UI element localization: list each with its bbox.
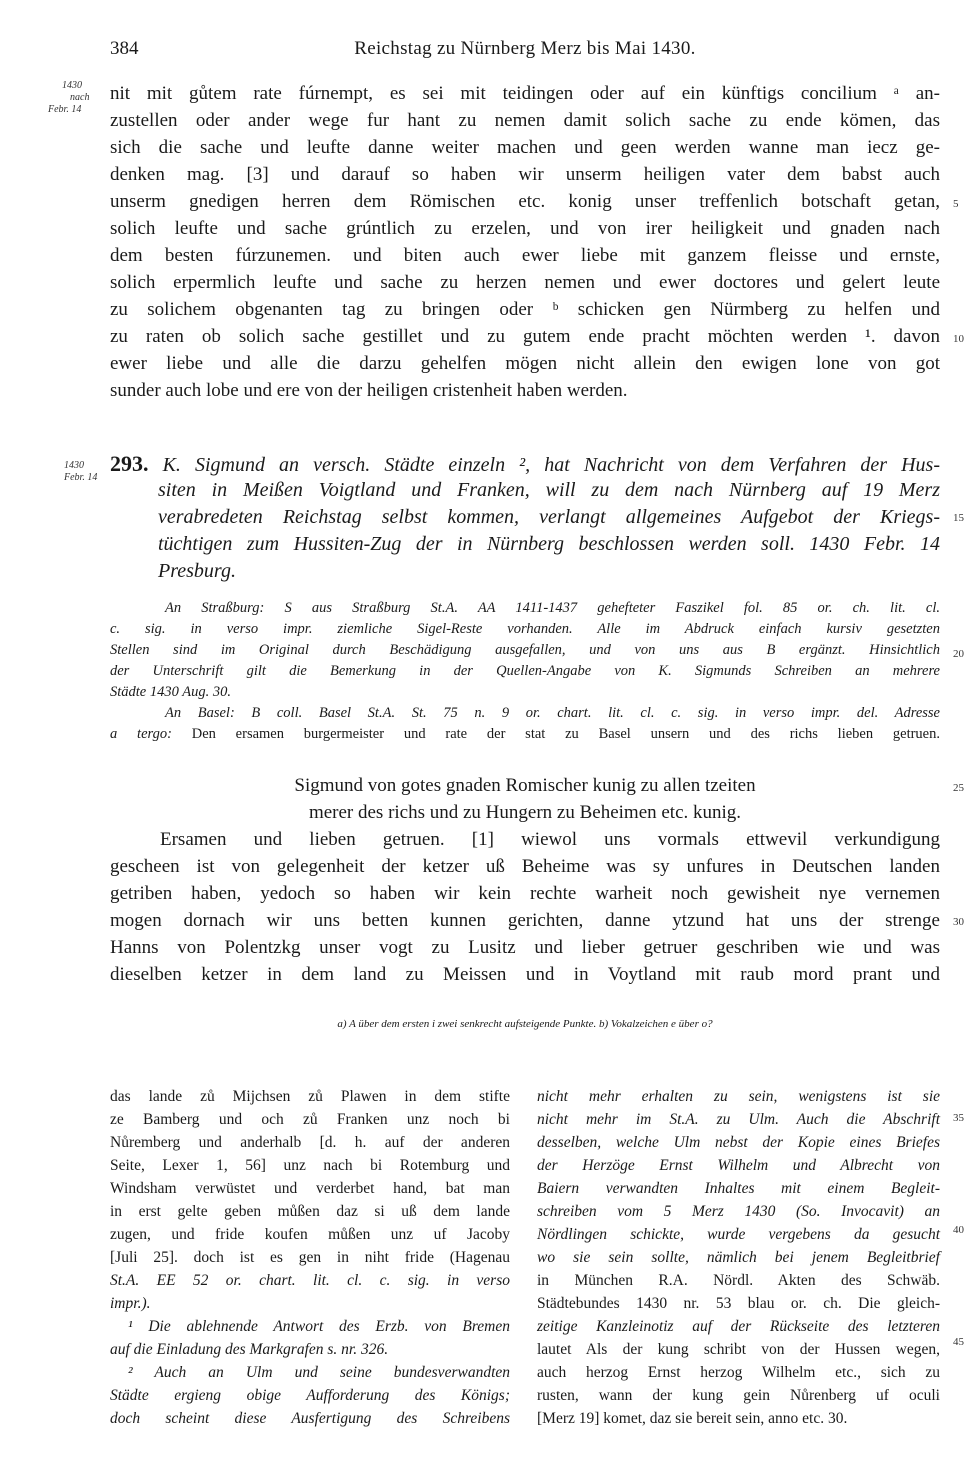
text-line: dieselben ketzer in dem land zu Meissen und in Voytland mit raub mord prant und bbox=[110, 964, 940, 985]
footnote-line: Baiern verwandten Inhaltes mit einem Begleit- bbox=[537, 1180, 940, 1197]
source-line: Stellen sind im Original durch Beschädigung ausgefallen, und von uns aus B ergänzt. Hinsichtlich bbox=[110, 642, 940, 658]
text-line: denken mag. [3] und darauf so haben wir unserm heiligen vater dem babst auch bbox=[110, 164, 940, 185]
source-description bbox=[110, 598, 940, 745]
line-number: 40 bbox=[953, 1224, 964, 1236]
line-number: 5 bbox=[953, 198, 959, 210]
footnote-line: St.A. EE 52 or. chart. lit. cl. c. sig. in verso bbox=[110, 1272, 510, 1289]
footnote-line: doch scheint diese Ausfertigung des Schreibens bbox=[110, 1410, 510, 1427]
page-number: 384 bbox=[110, 38, 139, 59]
footnote-line: zugen, und fride koufen můßen unz uf Jacoby bbox=[110, 1226, 510, 1243]
footnote-line: Nůremberg und anderhalb [d. h. auf der anderen bbox=[110, 1134, 510, 1151]
heading-text: K. Sigmund an versch. Städte einzeln ², hat Nachricht von dem Verfahren der Hus- bbox=[162, 454, 941, 476]
text-line: Hanns von Polentzkg unser vogt zu Lusitz und lieber getruer geschriben wie und was bbox=[110, 937, 940, 958]
footnote-line: auf die Einladung des Markgrafen s. nr. 326. bbox=[110, 1341, 389, 1358]
line-number: 45 bbox=[953, 1336, 964, 1348]
text-line: nit mit gůtem rate fúrnempt, es sei mit teidingen oder auf ein künftigs concilium ᵃ an- bbox=[110, 83, 940, 104]
text-line: getriben haben, yedoch so haben wir kein rechte warheit noch gewisheit nye vernemen bbox=[110, 883, 940, 904]
footnote-line: Seite, Lexer 1, 56] unz nach bi Rotemburg und bbox=[110, 1157, 510, 1174]
footnote-line: in München R.A. Nördl. Akten des Schwäb. bbox=[537, 1272, 940, 1289]
source-line: c. sig. in verso impr. ziemliche Sigel-Reste vorhanden. Alle im Abdruck einfach kursiv gesetzten bbox=[110, 621, 940, 637]
footnote-line: auch herzog Ernst herzog Wilhelm etc., sich zu bbox=[537, 1364, 940, 1381]
text-line: zu solichem obgenanten tag zu bringen oder ᵇ schicken gen Nürmberg zu helfen und bbox=[110, 299, 940, 320]
salutation bbox=[110, 772, 940, 826]
footnote-line: Städtebundes 1430 nr. 53 blau or. ch. Die gleich- bbox=[537, 1295, 940, 1312]
document-date-note bbox=[64, 460, 97, 484]
intro-text bbox=[110, 80, 940, 404]
footnote-line: desselben, welche Ulm nebst der Kopie eines Briefes bbox=[537, 1134, 940, 1151]
source-line: An Straßburg: S aus Straßburg St.A. AA 1411-1437 gehefteter Faszikel fol. 85 or. ch. lit. cl. bbox=[165, 600, 940, 616]
line-number: 15 bbox=[953, 512, 964, 524]
heading-line: Presburg. bbox=[158, 560, 236, 582]
footnote-line: rusten, wann der kung gein Nůrenberg uf oculi bbox=[537, 1387, 940, 1404]
margin-note-line: 1430 bbox=[64, 460, 84, 471]
footnote-line: [Merz 19] komet, daz sie bereit sein, anno etc. 30. bbox=[537, 1410, 848, 1427]
footnote-line: zeitige Kanzleinotiz auf der Rückseite des letzteren bbox=[537, 1318, 940, 1335]
footnote-line: lautet Als der kung schribt von der Hussen wegen, bbox=[537, 1341, 940, 1358]
heading-line: verabredeten Reichstag selbst kommen, verlangt allgemeines Aufgebot der Kriegs- bbox=[158, 506, 940, 528]
text-line: Ersamen und lieben getruen. [1] wiewol uns vormals ettwevil verkundigung bbox=[160, 829, 940, 850]
line-number: 30 bbox=[953, 916, 964, 928]
text-line: zu raten ob solich sache gestillet und zu gutem ende pracht möchten werden ¹. davon bbox=[110, 326, 940, 347]
document-heading bbox=[110, 450, 940, 585]
text-line: solich erpermlich leufte und sache zu herzen nemen und ewer doctores und gelert leute bbox=[110, 272, 940, 293]
footnote-column-right bbox=[537, 1085, 940, 1430]
source-line: der Unterschrift gilt die Bemerkung in der Quellen-Angabe von K. Sigmunds Schreiben an mehrere bbox=[110, 663, 940, 679]
footnote-line: impr.). bbox=[110, 1295, 151, 1312]
text-line: ewer liebe und alle die darzu gehelfen mögen nicht allein den ewigen lone von got bbox=[110, 353, 940, 374]
text-line: sunder auch lobe und ere von der heiligen cristenheit haben werden. bbox=[110, 380, 628, 401]
line-number: 35 bbox=[953, 1112, 964, 1124]
footnote-line: das lande zů Mijchsen zů Plawen in dem stifte bbox=[110, 1088, 510, 1105]
footnote-line: schreiben vom 5 Merz 1430 (So. Invocavit) an bbox=[537, 1203, 940, 1220]
footnote-line: Nördlingen schickte, wurde vergebens da gesucht bbox=[537, 1226, 940, 1243]
footnote-line: Städte ergieng obige Aufforderung des Königs; bbox=[110, 1387, 510, 1404]
source-line: An Basel: B coll. Basel St.A. St. 75 n. 9 or. chart. lit. cl. c. sig. in verso impr. del. Adresse bbox=[165, 705, 940, 721]
document-number: 293. bbox=[110, 451, 149, 476]
margin-note-line: 1430 bbox=[62, 80, 82, 91]
page-header bbox=[110, 38, 940, 62]
line-number: 10 bbox=[953, 333, 964, 345]
margin-note-line: Febr. 14 bbox=[64, 472, 98, 483]
footnote-line: [Juli 25]. doch ist es gen in niht fride (Hagenau bbox=[110, 1249, 510, 1266]
text-line: solich leufte und sache grúntlich zu erzelen, und von irer heiligkeit und gnaden nach bbox=[110, 218, 940, 239]
heading-line bbox=[110, 450, 940, 477]
text-line: sich die sache und leufte danne weiter machen und geen werden wanne man iecz ge- bbox=[110, 137, 940, 158]
margin-note-line: Febr. 14 bbox=[48, 104, 82, 115]
footnote-line: der Herzöge Ernst Wilhelm und Albrecht von bbox=[537, 1157, 940, 1174]
document-body bbox=[110, 826, 940, 988]
text-line: gescheen ist von gelegenheit der ketzer uß Beheime was sy unfures in Deutschen landen bbox=[110, 856, 940, 877]
footnote-line: ze Bamberg und och zů Franken unz noch bi bbox=[110, 1111, 510, 1128]
address-text: Den ersamen burgermeister und rate der stat zu Basel unsern und des richs lieben getruen. bbox=[191, 726, 940, 742]
source-line: Städte 1430 Aug. 30. bbox=[110, 684, 231, 700]
heading-line: tüchtigen zum Hussiten-Zug der in Nürnberg beschlossen werden soll. 1430 Febr. 14 bbox=[158, 533, 940, 555]
text-line: mogen dornach wir uns betten kunnen gerichten, danne ytzund hat uns der strenge bbox=[110, 910, 940, 931]
footnote-line: nicht mehr erhalten zu sein, wenigstens ist sie bbox=[537, 1088, 940, 1105]
heading-line: siten in Meißen Voigtland und Franken, will zu dem nach Nürnberg auf 19 Merz bbox=[158, 479, 940, 501]
footnote-line: ² Auch an Ulm und seine bundesverwandten bbox=[128, 1364, 510, 1381]
variant-footnotes: a) A über dem ersten i zwei senkrecht aufsteigende Punkte. b) Vokalzeichen e über o? bbox=[337, 1018, 713, 1030]
footnote-line: ¹ Die ablehnende Antwort des Erzb. von Bremen bbox=[128, 1318, 510, 1335]
margin-date-note bbox=[48, 80, 90, 116]
running-title: Reichstag zu Nürnberg Merz bis Mai 1430. bbox=[354, 38, 696, 59]
footnote-line: in erst gelte geben můßen daz si uß dem lande bbox=[110, 1203, 510, 1220]
footnote-line: nicht mehr im St.A. zu Ulm. Auch die Abschrift bbox=[537, 1111, 940, 1128]
footnote-line: Windsham verwüstet und verderbet hand, bat man bbox=[110, 1180, 510, 1197]
text-line: unserm gnedigen herren dem Römischen etc. konig unser treffenlich botschaft getan, bbox=[110, 191, 940, 212]
text-line: zustellen oder ander wege fur hant zu nemen damit solich sache zu ende kömen, das bbox=[110, 110, 940, 131]
footnote-line: wo sie sein sollte, nämlich bei jenem Begleitbrief bbox=[537, 1249, 940, 1266]
footnote-column-left bbox=[110, 1085, 510, 1430]
text-line: dem besten fúrzunemen. und biten auch ewer liebe mit ganzem fleisse und ernste, bbox=[110, 245, 940, 266]
margin-note-line: nach bbox=[70, 92, 90, 103]
address-line bbox=[110, 724, 940, 745]
line-number: 20 bbox=[953, 648, 964, 660]
line-number: 25 bbox=[953, 782, 964, 794]
salutation-line: Sigmund von gotes gnaden Romischer kunig zu allen tzeiten bbox=[294, 775, 756, 796]
address-label: a tergo: bbox=[110, 726, 172, 742]
salutation-line: merer des richs und zu Hungern zu Beheimen etc. kunig. bbox=[308, 802, 742, 823]
